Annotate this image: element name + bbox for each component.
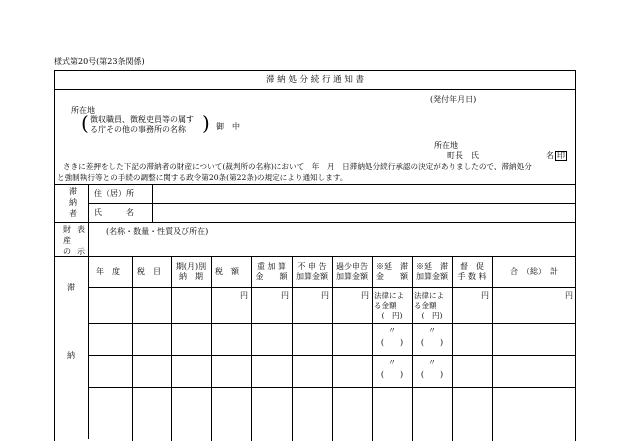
col-divider-5 xyxy=(292,256,293,441)
col-header-undeclared-2: 加算金額 xyxy=(296,272,328,281)
legal-amount-2-line-3: ( 円) xyxy=(421,311,443,320)
ditto-mark-3: 〃 xyxy=(388,358,396,367)
table-row-rule-1 xyxy=(88,323,576,324)
col-divider-8 xyxy=(412,256,413,441)
seal-mark: 印 xyxy=(557,151,565,160)
paren-blank-1: ( ) xyxy=(380,338,404,347)
addressee-honorific: 御 中 xyxy=(216,122,240,131)
table-header-rule xyxy=(88,287,576,288)
form-number: 様式第20号(第23条関係) xyxy=(54,57,145,66)
col-divider-10 xyxy=(492,256,493,441)
legal-amount-1-line-2: る金額 xyxy=(374,301,397,310)
col-header-year: 年 度 xyxy=(96,267,120,276)
legal-amount-2-line-1: 法律によ xyxy=(414,291,444,300)
delinquent-mid-rule xyxy=(88,203,576,204)
issue-date: (発付年月日) xyxy=(430,95,477,104)
col-header-under-2: 加算金額 xyxy=(336,272,368,281)
property-description: (名称・数量・性質及び所在) xyxy=(106,227,209,236)
arrears-side-label-1: 滞 xyxy=(67,283,75,292)
col-header-under-1: 過少申告 xyxy=(336,262,368,271)
property-side-label-col2: 表 示 xyxy=(77,225,85,256)
yen-total: 円 xyxy=(565,291,573,300)
col-divider-9 xyxy=(452,256,453,441)
ditto-mark-2: 〃 xyxy=(428,326,436,335)
addressee-location: 所在地 xyxy=(71,106,95,115)
yen-fee: 円 xyxy=(481,291,489,300)
col-header-delay-1: ※延 滞 xyxy=(376,262,408,271)
addressee-line-2: る庁その他の事務所の名称 xyxy=(90,125,186,134)
paren-blank-2: ( ) xyxy=(420,338,444,347)
addressee-line-1: 徴収職員、徴税吏員等の属す xyxy=(90,115,194,124)
ditto-mark-1: 〃 xyxy=(388,326,396,335)
yen-undeclared: 円 xyxy=(321,291,329,300)
sender-name-prefix: 町長 氏 xyxy=(447,151,479,160)
document-title: 滞 納 処 分 続 行 通 知 書 xyxy=(265,75,365,85)
col-header-fee-1: 督 促 xyxy=(460,262,484,271)
delinquent-side-label: 滞 納 者 xyxy=(69,187,77,218)
table-row-rule-2 xyxy=(88,355,576,356)
col-divider-6 xyxy=(332,256,333,441)
col-divider-2 xyxy=(171,256,172,441)
col-header-total: 合 （総） 計 xyxy=(510,267,558,276)
delinquent-top-rule xyxy=(54,184,576,185)
col-header-fee-2: 手 数 料 xyxy=(457,272,487,281)
col-header-delay-2: 金 額 xyxy=(376,272,408,281)
yen-under: 円 xyxy=(361,291,369,300)
arrears-side-label-2: 納 xyxy=(67,351,75,360)
legal-amount-1-line-1: 法律によ xyxy=(374,291,404,300)
col-divider-1 xyxy=(132,256,133,441)
col-header-due-1: 期(月)別 xyxy=(175,262,207,271)
col-header-due-2: 納 期 xyxy=(179,272,203,281)
body-line-2: と強制執行等との手続の調整に関する政令第20条(第22条)の規定により通知します。 xyxy=(57,173,348,182)
col-divider-4 xyxy=(251,256,252,441)
legal-amount-1-line-3: ( 円) xyxy=(381,311,403,320)
legal-amount-2-line-2: る金額 xyxy=(414,301,437,310)
yen-heavy: 円 xyxy=(281,291,289,300)
addressee-left-brace: ( xyxy=(81,111,89,135)
table-row-rule-3 xyxy=(88,387,576,388)
col-header-undeclared-1: 不 申 告 xyxy=(297,262,327,271)
delinquent-bottom-rule xyxy=(54,222,576,223)
title-divider xyxy=(54,89,576,90)
col-header-delay-add-1: ※延 滞 xyxy=(416,262,448,271)
col-header-delay-add-2: 加算金額 xyxy=(416,272,448,281)
ditto-mark-4: 〃 xyxy=(428,358,436,367)
sender-name-label: 名 xyxy=(546,151,554,160)
paren-blank-4: ( ) xyxy=(420,370,444,379)
delinquent-name-label: 氏 名 xyxy=(94,208,134,217)
col-header-heavy-2: 金 額 xyxy=(255,272,288,281)
col-header-tax-item: 税 目 xyxy=(137,267,161,276)
col-header-heavy-1: 重 加 算 xyxy=(256,262,287,271)
paren-blank-3: ( ) xyxy=(380,370,404,379)
sender-location: 所在地 xyxy=(434,141,458,150)
col-divider-3 xyxy=(211,256,212,441)
sender-name-suffix xyxy=(546,151,567,161)
body-line-1: さきに差押をした下記の滞納者の財産について(裁判所の名称)において 年 月 日滞納処分続行承認の決定がありましたので、滞納処分 xyxy=(63,162,532,171)
col-divider-7 xyxy=(372,256,373,441)
delinquent-address-label: 住（居）所 xyxy=(94,189,134,198)
addressee-right-brace: ) xyxy=(202,111,210,135)
col-header-tax-amount: 税 額 xyxy=(215,267,239,276)
yen-tax-amount: 円 xyxy=(240,291,248,300)
property-side-label-col1: 財 産 の xyxy=(63,225,71,256)
